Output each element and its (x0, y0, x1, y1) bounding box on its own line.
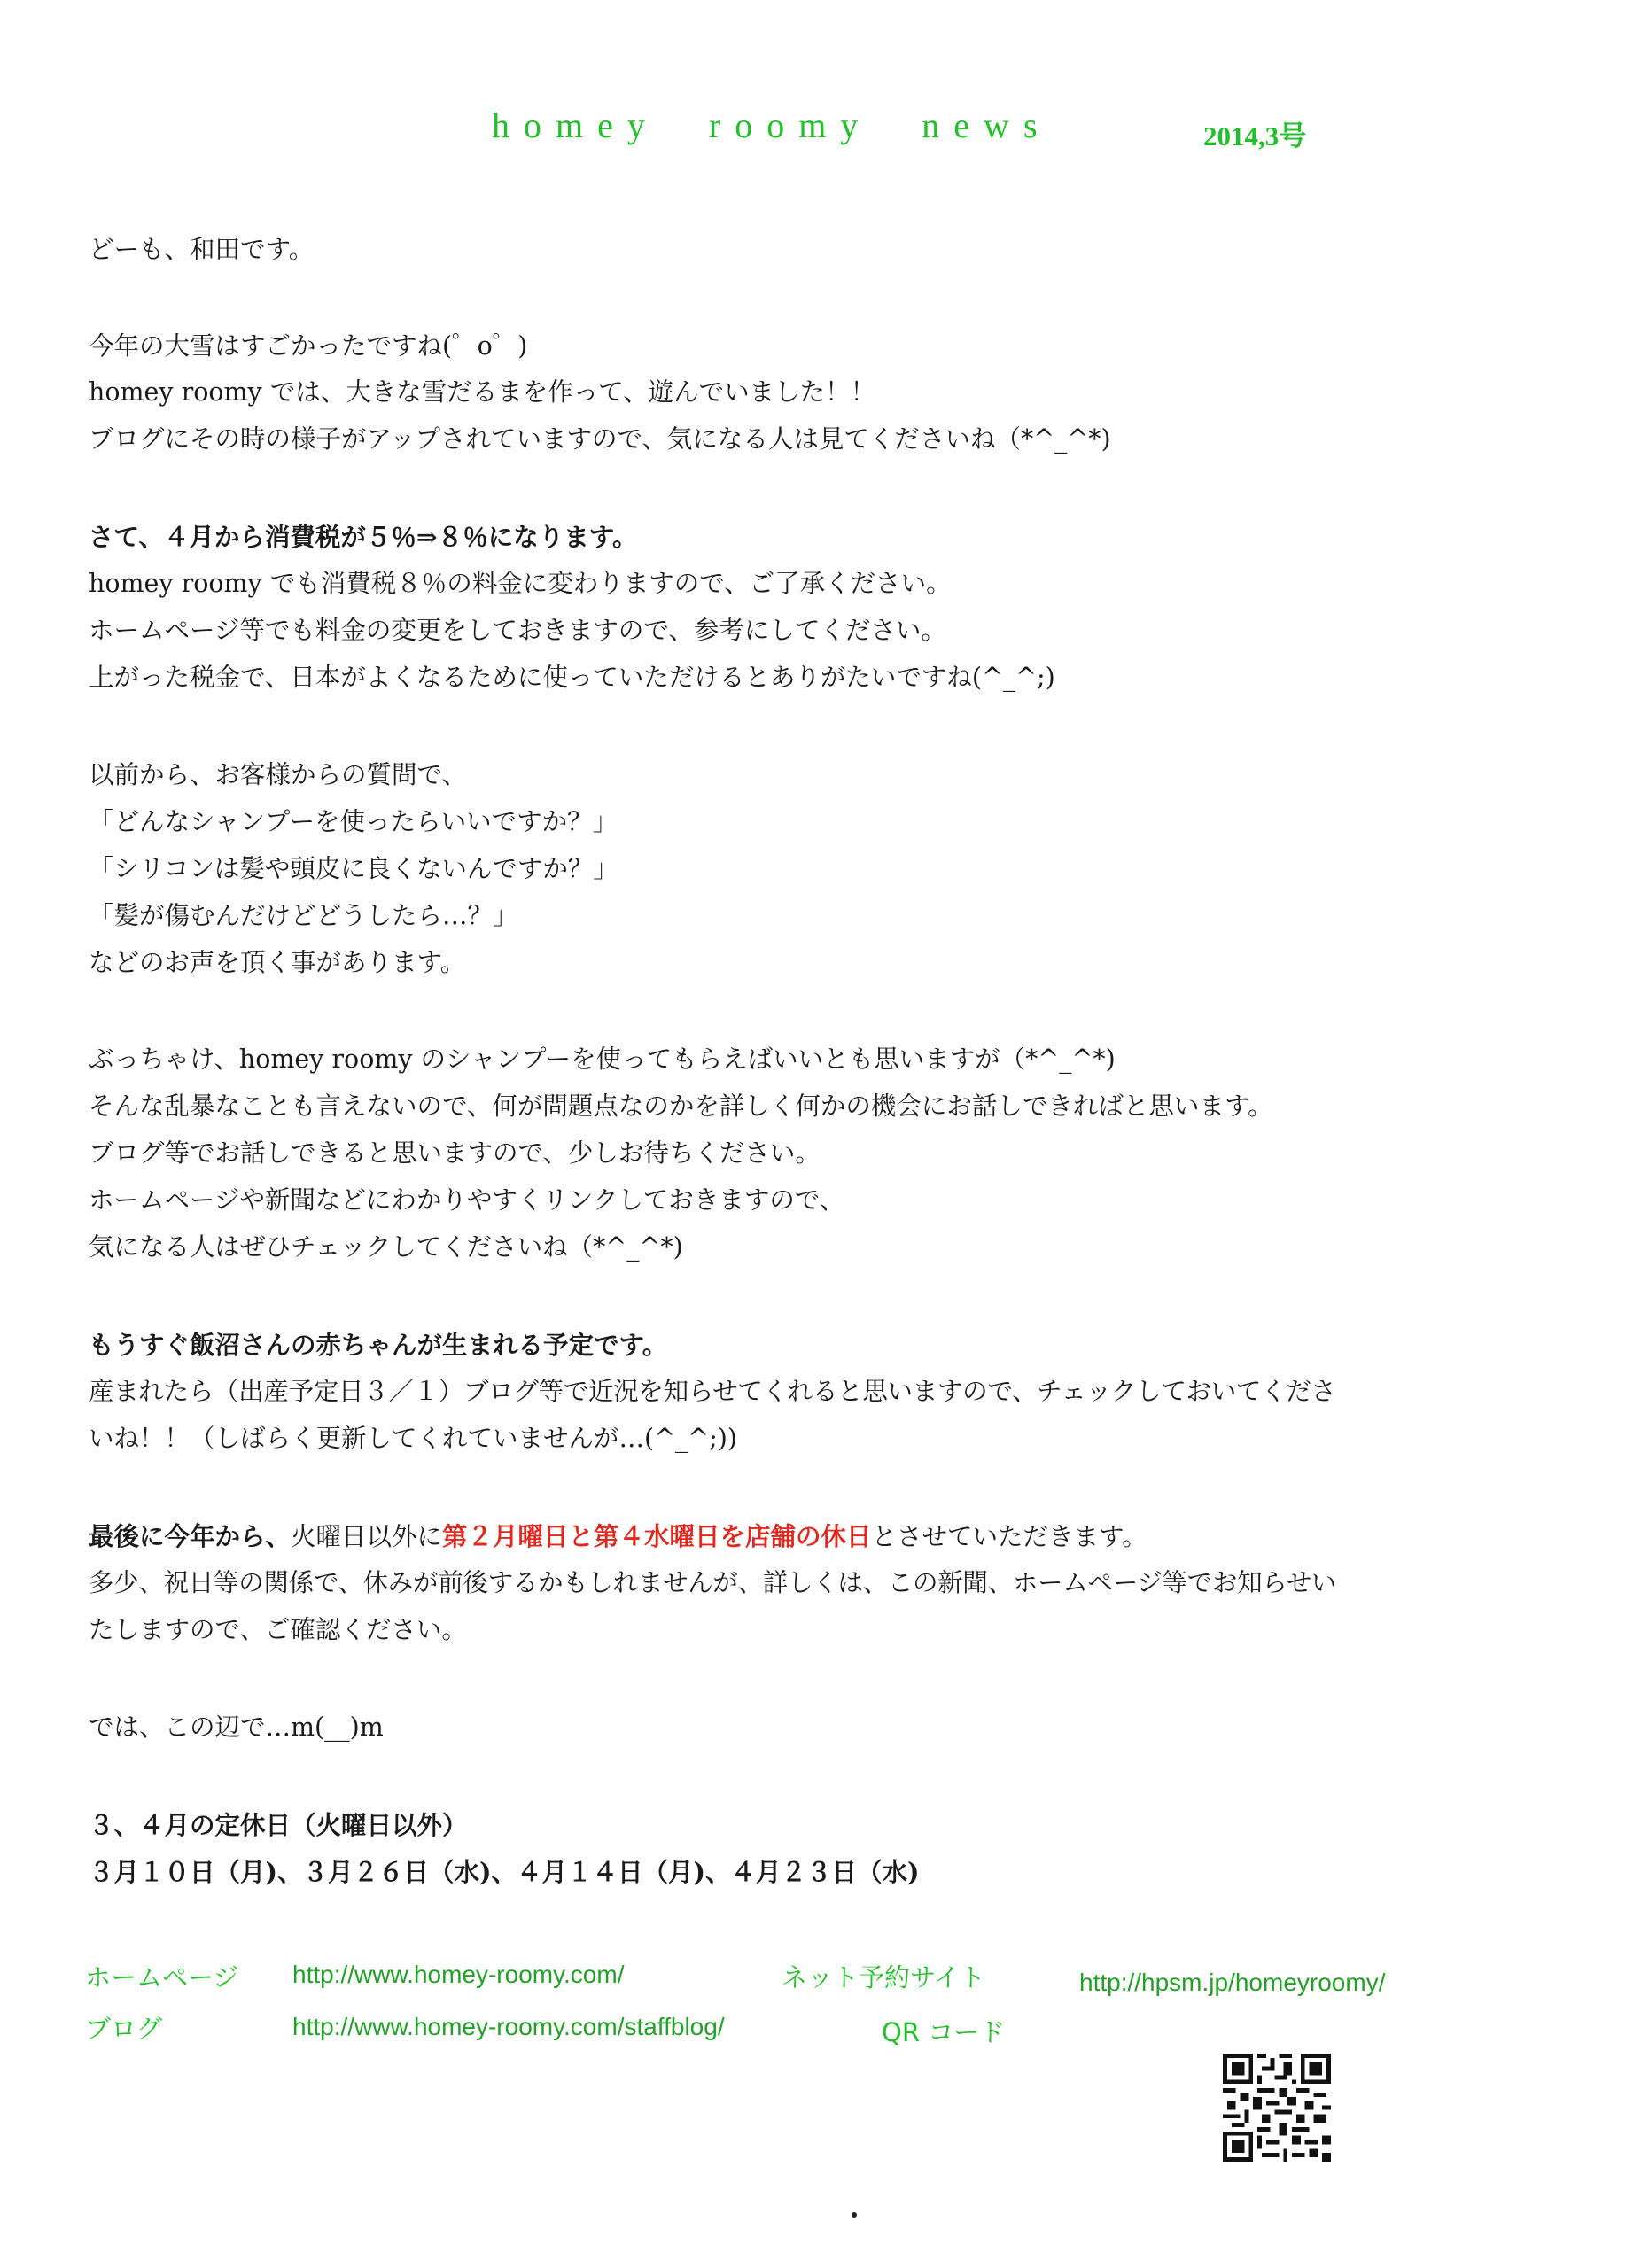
questions-line-5: などのお声を頂く事があります。 (89, 948, 466, 977)
newsletter-title: homey roomy news (492, 105, 1052, 145)
qr-label: QR コード (882, 2017, 1006, 2047)
shampoo-line-5: 気になる人はぜひチェックしてくださいね（*^_^*) (89, 1232, 683, 1262)
tax-line-3: 上がった税金で、日本がよくなるために使っていただけるとありがたいですね(^_^;) (89, 663, 1055, 692)
shampoo-line-3: ブログ等でお話しできると思いますので、少しお待ちください。 (89, 1138, 821, 1168)
shampoo-line-4: ホームページや新聞などにわかりやすくリンクしておきますので、 (89, 1185, 845, 1215)
baby-line-1: 産まれたら（出産予定日３／１）ブログ等で近況を知らせてくれると思いますので、チェックしておいてくださ (89, 1377, 1336, 1406)
questions-line-3: 「シリコンは髪や頭皮に良くないんですか？」 (89, 854, 618, 883)
snow-line-3: ブログにその時の様子がアップされていますので、気になる人は見てくださいね（*^_^*) (89, 424, 1111, 454)
holiday-lead: 最後に今年から、 (89, 1521, 292, 1551)
issue-number: 2014,3号 (1203, 120, 1307, 151)
closing: では、この辺で…m(__)m (89, 1713, 384, 1742)
reserve-url[interactable]: http://hpsm.jp/homeyroomy/ (1079, 1969, 1386, 1996)
holiday-note-2: たしますので、ご確認ください。 (89, 1615, 467, 1644)
greeting: どーも、和田です。 (89, 235, 315, 264)
homepage-url[interactable]: http://www.homey-roomy.com/ (292, 1961, 625, 1988)
snow-line-1: 今年の大雪はすごかったですね(゜o゜) (89, 331, 528, 361)
tax-line-1: homey roomy でも消費税８％の料金に変わりますので、ご了承ください。 (89, 569, 952, 598)
questions-line-2: 「どんなシャンプーを使ったらいいですか？」 (89, 807, 618, 836)
baby-line-2: いね！！（しばらく更新してくれていませんが…(^_^;)) (89, 1424, 737, 1453)
shampoo-line-1: ぶっちゃけ、homey roomy のシャンプーを使ってもらえばいいとも思いますが（*^_^*) (89, 1045, 1116, 1074)
stray-mark (852, 2212, 857, 2218)
homepage-label: ホームページ (85, 1962, 239, 1992)
baby-heading: もうすぐ飯沼さんの赤ちゃんが生まれる予定です。 (89, 1330, 668, 1360)
holiday-note-1: 多少、祝日等の関係で、休みが前後するかもしれませんが、詳しくは、この新聞、ホームページ等でお知らせい (89, 1568, 1337, 1597)
shampoo-line-2: そんな乱暴なことも言えないので、何が問題点なのかを詳しく何かの機会にお話しできればと思います。 (89, 1091, 1273, 1121)
qr-code-icon (1223, 2054, 1331, 2162)
holiday-text-2: とさせていただきます。 (871, 1522, 1147, 1551)
holiday-text-1: 火曜日以外に (291, 1522, 443, 1551)
reserve-label: ネット予約サイト (782, 1962, 985, 1992)
blog-label: ブログ (85, 2014, 163, 2044)
tax-line-2: ホームページ等でも料金の変更をしておきますので、参考にしてください。 (89, 616, 946, 645)
holiday-announcement (89, 1520, 1147, 1553)
questions-line-4: 「髪が傷むんだけどどうしたら…？」 (89, 901, 518, 930)
blog-url[interactable]: http://www.homey-roomy.com/staffblog/ (292, 2013, 725, 2040)
questions-line-1: 以前から、お客様からの質問で、 (89, 760, 467, 789)
schedule-heading: ３、４月の定休日（火曜日以外） (89, 1810, 468, 1840)
tax-heading: さて、４月から消費税が５％⇒８％になります。 (89, 522, 638, 552)
snow-line-2: homey roomy では、大きな雪だるまを作って、遊んでいました！！ (89, 377, 876, 407)
holiday-highlight: 第２月曜日と第４水曜日を店舗の休日 (442, 1521, 872, 1551)
schedule-dates: ３月１０日（月)、３月２６日（水)、４月１４日（月)、４月２３日（水) (89, 1857, 920, 1887)
